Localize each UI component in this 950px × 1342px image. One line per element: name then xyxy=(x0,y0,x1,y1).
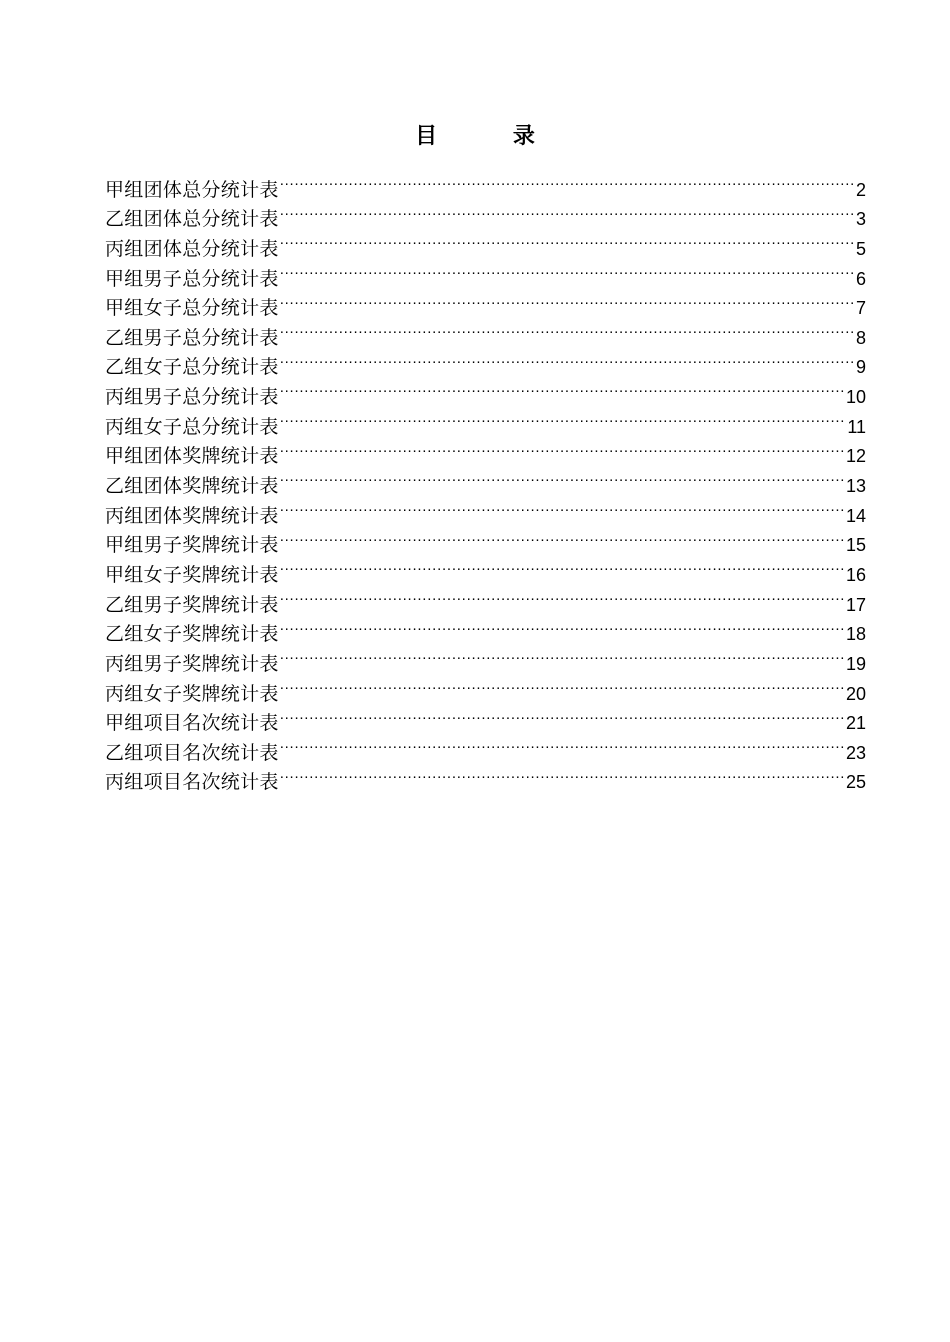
toc-entry-page-number: 25 xyxy=(845,772,866,793)
toc-entry-page-number: 15 xyxy=(845,535,866,556)
toc-entry-label: 乙组团体奖牌统计表 xyxy=(105,475,279,498)
toc-entry-page-number: 5 xyxy=(855,238,866,259)
toc-entry-page-number: 20 xyxy=(845,683,866,704)
toc-entry-label: 乙组女子总分统计表 xyxy=(105,356,279,379)
toc-entry-label: 乙组女子奖牌统计表 xyxy=(105,623,279,646)
toc-dot-leader xyxy=(280,522,845,552)
toc-entry-label: 甲组项目名次统计表 xyxy=(105,712,279,735)
toc-dot-leader xyxy=(280,581,845,611)
toc-entry-page-number: 7 xyxy=(855,298,866,319)
table-of-contents xyxy=(105,166,866,794)
toc-entry-page-number: 3 xyxy=(855,209,866,230)
toc-entry[interactable] xyxy=(105,166,866,201)
toc-entry-label: 乙组项目名次统计表 xyxy=(105,741,279,764)
toc-entry-label: 丙组团体奖牌统计表 xyxy=(105,504,279,527)
toc-entry-page-number: 8 xyxy=(855,327,866,348)
toc-title: 目 录 xyxy=(415,124,569,149)
toc-dot-leader xyxy=(280,700,845,730)
toc-entry-label: 丙组团体总分统计表 xyxy=(105,237,279,260)
toc-entry-label: 乙组男子总分统计表 xyxy=(105,326,279,349)
toc-entry-page-number: 9 xyxy=(855,357,866,378)
toc-dot-leader xyxy=(280,285,855,315)
toc-entry-page-number: 11 xyxy=(847,416,866,437)
toc-dot-leader xyxy=(280,403,847,433)
toc-dot-leader xyxy=(280,462,845,492)
toc-entry-page-number: 12 xyxy=(845,446,866,467)
toc-dot-leader xyxy=(280,225,855,255)
toc-dot-leader xyxy=(280,373,845,403)
toc-dot-leader xyxy=(280,344,855,374)
toc-entry-page-number: 19 xyxy=(845,653,866,674)
toc-entry-page-number: 23 xyxy=(845,742,866,763)
toc-dot-leader xyxy=(280,759,845,789)
toc-entry-label: 丙组项目名次统计表 xyxy=(105,771,279,794)
toc-entry-label: 甲组女子总分统计表 xyxy=(105,297,279,320)
toc-dot-leader xyxy=(280,611,845,641)
toc-dot-leader xyxy=(280,255,855,285)
toc-entry-page-number: 16 xyxy=(845,564,866,585)
toc-dot-leader xyxy=(280,729,845,759)
toc-dot-leader xyxy=(280,670,845,700)
toc-dot-leader xyxy=(280,551,845,581)
toc-entry-label: 丙组男子总分统计表 xyxy=(105,386,279,409)
toc-entry-page-number: 13 xyxy=(845,476,866,497)
toc-dot-leader xyxy=(280,492,845,522)
toc-entry-page-number: 6 xyxy=(855,268,866,289)
toc-dot-leader xyxy=(280,433,845,463)
toc-entry-label: 甲组女子奖牌统计表 xyxy=(105,563,279,586)
toc-dot-leader xyxy=(280,196,855,226)
toc-dot-leader xyxy=(280,314,855,344)
toc-entry-label: 丙组男子奖牌统计表 xyxy=(105,652,279,675)
toc-entry-label: 甲组男子奖牌统计表 xyxy=(105,534,279,557)
toc-entry-label: 丙组女子奖牌统计表 xyxy=(105,682,279,705)
toc-entry-page-number: 2 xyxy=(855,179,866,200)
toc-entry-page-number: 14 xyxy=(845,505,866,526)
toc-dot-leader xyxy=(280,166,855,196)
toc-entry-label: 丙组女子总分统计表 xyxy=(105,415,279,438)
toc-entry-label: 甲组团体奖牌统计表 xyxy=(105,445,279,468)
toc-entry-page-number: 17 xyxy=(845,594,866,615)
toc-entry-page-number: 21 xyxy=(845,713,866,734)
toc-dot-leader xyxy=(280,640,845,670)
toc-entry-label: 甲组团体总分统计表 xyxy=(105,178,279,201)
toc-entry-label: 乙组男子奖牌统计表 xyxy=(105,593,279,616)
toc-entry-page-number: 18 xyxy=(845,624,866,645)
toc-entry-label: 乙组团体总分统计表 xyxy=(105,208,279,231)
toc-entry-label: 甲组男子总分统计表 xyxy=(105,267,279,290)
toc-entry-page-number: 10 xyxy=(845,387,866,408)
